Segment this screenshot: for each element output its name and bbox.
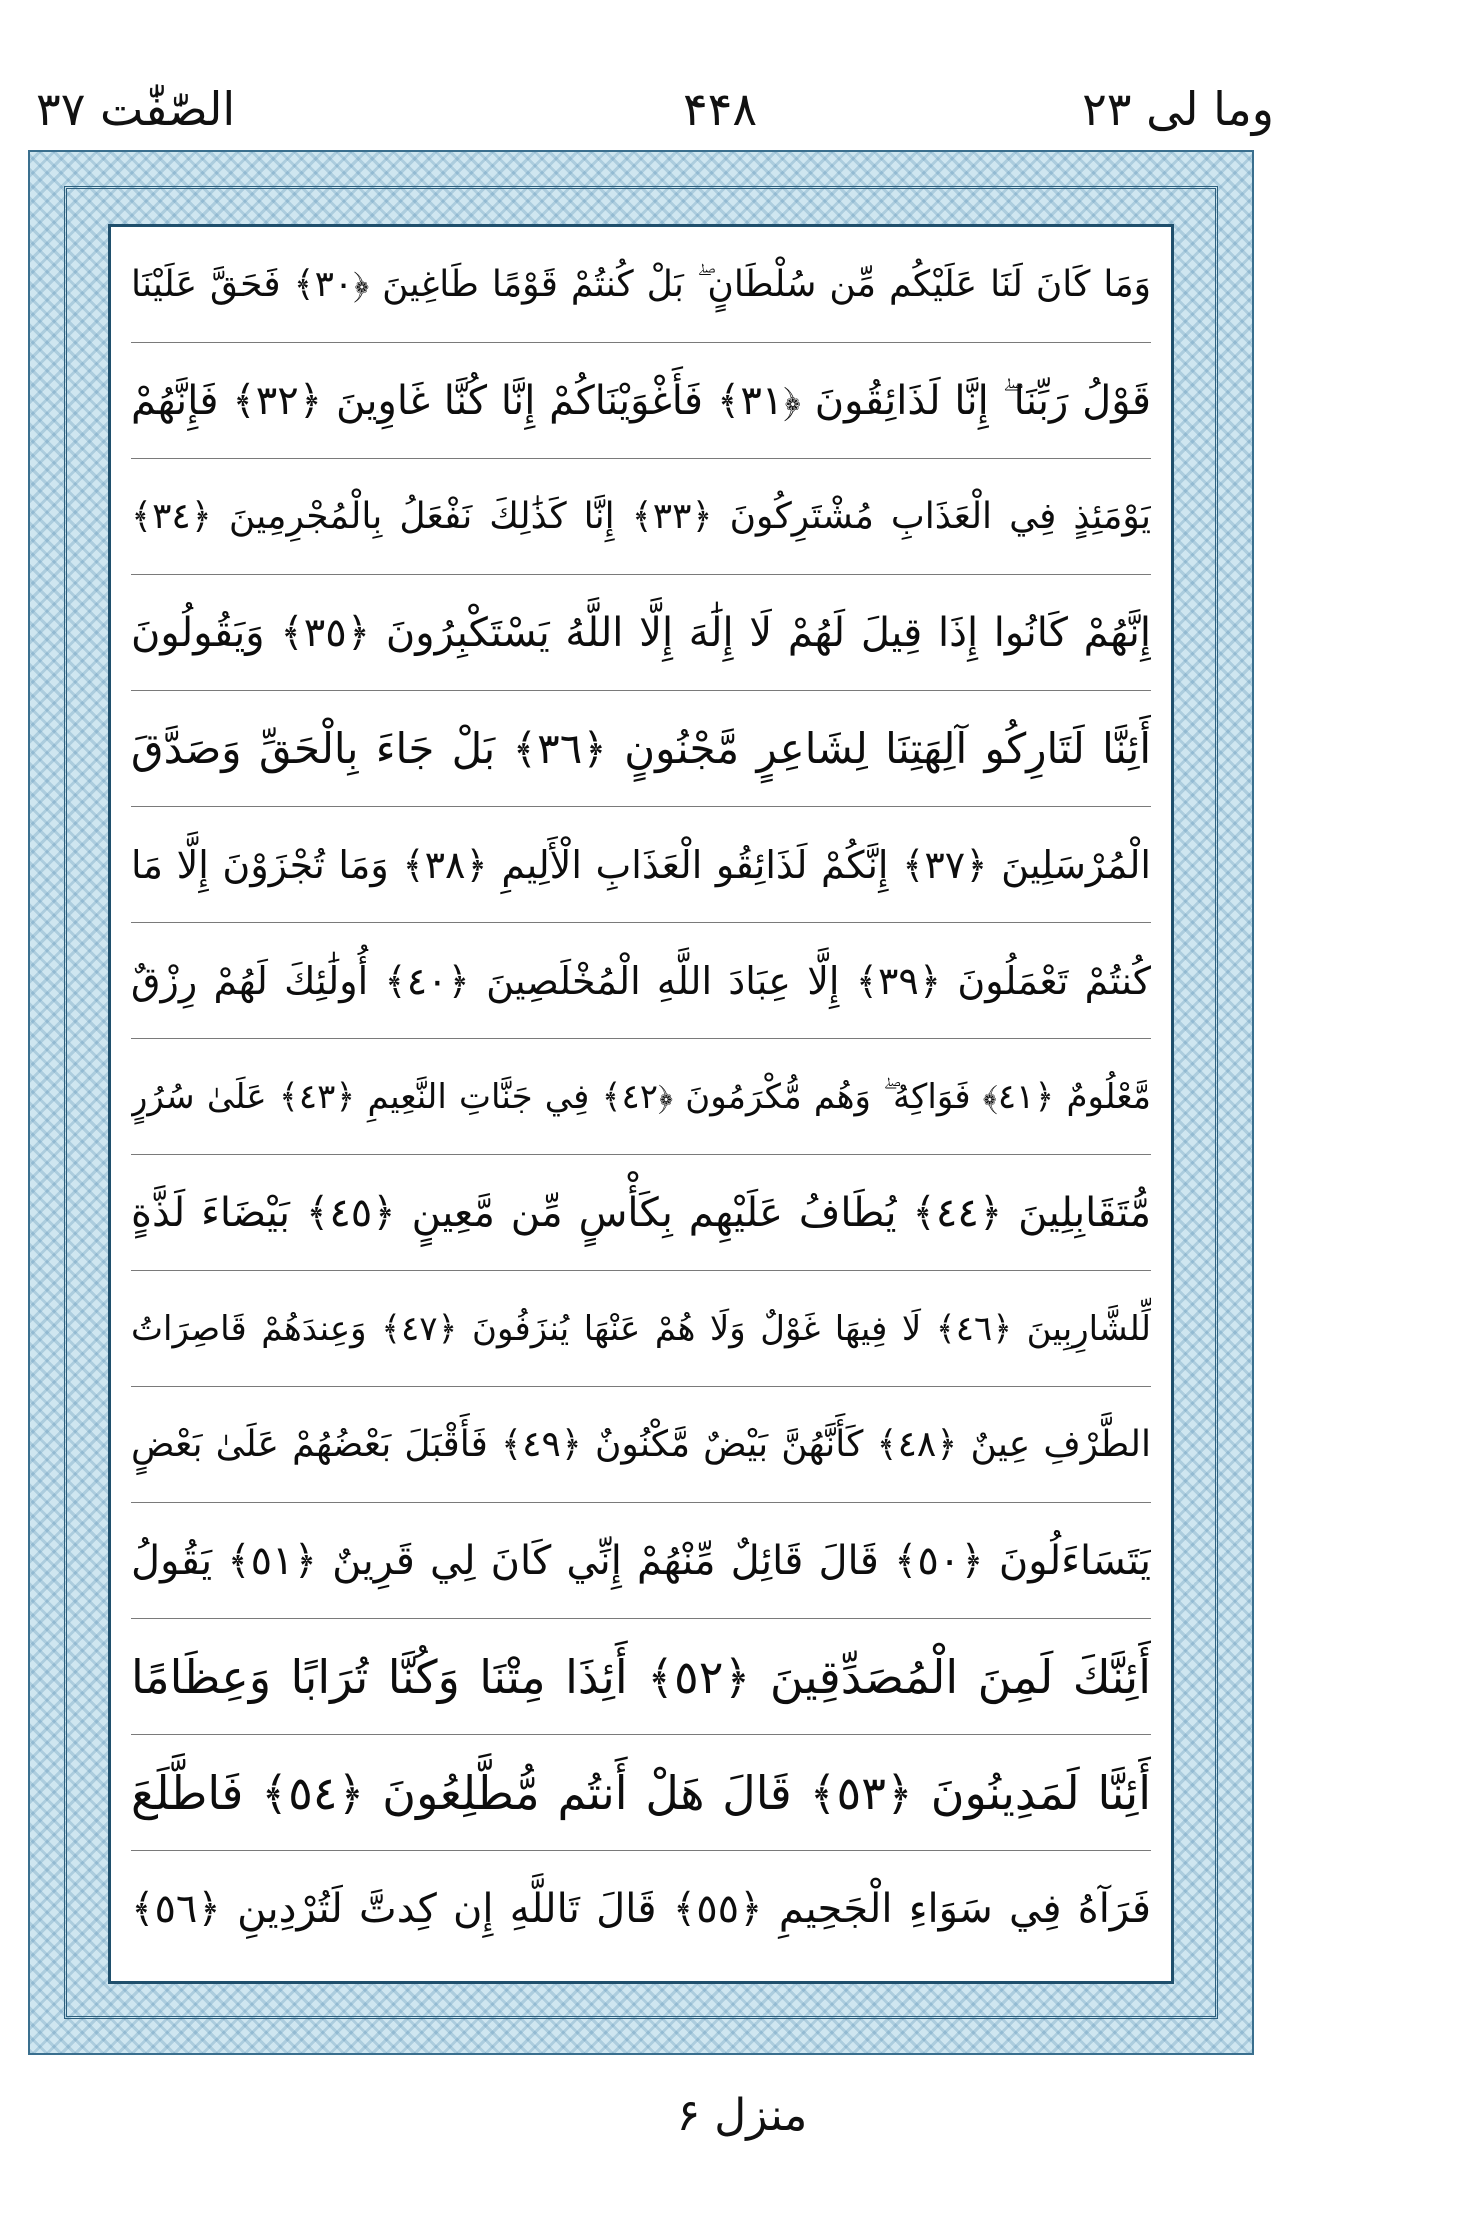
verse-line-14: أَئِنَّا لَمَدِينُونَ ﴿٥٣﴾ قَالَ هَلْ أَنتُم مُّطَّلِعُونَ ﴿٥٤﴾ فَاطَّلَعَ: [131, 1735, 1151, 1851]
verse-line-6: الْمُرْسَلِينَ ﴿٣٧﴾ إِنَّكُمْ لَذَائِقُو الْعَذَابِ الْأَلِيمِ ﴿٣٨﴾ وَمَا تُجْزَوْنَ إِلَّا مَا: [131, 807, 1151, 923]
verse-line-15: فَرَآهُ فِي سَوَاءِ الْجَحِيمِ ﴿٥٥﴾ قَالَ تَاللَّهِ إِن كِدتَّ لَتُرْدِينِ ﴿٥٦﴾: [131, 1886, 1151, 1932]
verse-line-4: إِنَّهُمْ كَانُوا إِذَا قِيلَ لَهُمْ لَا إِلَٰهَ إِلَّا اللَّهُ يَسْتَكْبِرُونَ ﴿٣٥﴾ وَيَقُولُونَ: [131, 575, 1151, 691]
verse-line-10: لِّلشَّارِبِينَ ﴿٤٦﴾ لَا فِيهَا غَوْلٌ وَلَا هُمْ عَنْهَا يُنزَفُونَ ﴿٤٧﴾ وَعِندَهُمْ قَاصِرَاتُ: [131, 1271, 1151, 1387]
verse-line-8: مَّعْلُومٌ ﴿٤١﴾ فَوَاكِهُ ۖ وَهُم مُّكْرَمُونَ ﴿٤٢﴾ فِي جَنَّاتِ النَّعِيمِ ﴿٤٣﴾ عَلَىٰ سُرُرٍ: [131, 1039, 1151, 1155]
verse-line-2: قَوْلُ رَبِّنَا ۖ إِنَّا لَذَائِقُونَ ﴿٣١﴾ فَأَغْوَيْنَاكُمْ إِنَّا كُنَّا غَاوِينَ ﴿٣٢﴾ فَإِنَّهُمْ: [131, 343, 1151, 459]
verse-line-9: مُّتَقَابِلِينَ ﴿٤٤﴾ يُطَافُ عَلَيْهِم بِكَأْسٍ مِّن مَّعِينٍ ﴿٤٥﴾ بَيْضَاءَ لَذَّةٍ: [131, 1155, 1151, 1271]
verse-line-3: يَوْمَئِذٍ فِي الْعَذَابِ مُشْتَرِكُونَ ﴿٣٣﴾ إِنَّا كَذَٰلِكَ نَفْعَلُ بِالْمُجْرِمِينَ ﴿٣٤﴾: [131, 459, 1151, 575]
verse-line-7: كُنتُمْ تَعْمَلُونَ ﴿٣٩﴾ إِلَّا عِبَادَ اللَّهِ الْمُخْلَصِينَ ﴿٤٠﴾ أُولَٰئِكَ لَهُمْ رِزْقٌ: [131, 923, 1151, 1039]
manzil-label: منزل ۶: [676, 2090, 808, 2141]
juz-name: وما لی ۲۳: [1082, 82, 1274, 136]
verse-line-5: أَئِنَّا لَتَارِكُو آلِهَتِنَا لِشَاعِرٍ مَّجْنُونٍ ﴿٣٦﴾ بَلْ جَاءَ بِالْحَقِّ وَصَدَّقَ: [131, 691, 1151, 807]
surah-name: الصّٰفّٰت ۳۷: [36, 82, 236, 136]
verse-line-13: أَئِنَّكَ لَمِنَ الْمُصَدِّقِينَ ﴿٥٢﴾ أَئِذَا مِتْنَا وَكُنَّا تُرَابًا وَعِظَامًا: [131, 1619, 1151, 1735]
verse-line-11: الطَّرْفِ عِينٌ ﴿٤٨﴾ كَأَنَّهُنَّ بَيْضٌ مَّكْنُونٌ ﴿٤٩﴾ فَأَقْبَلَ بَعْضُهُمْ عَلَىٰ بَعْضٍ: [131, 1387, 1151, 1503]
page-number: ۴۴۸: [682, 82, 758, 136]
decorative-frame: [28, 150, 1254, 2055]
text-panel: [108, 224, 1174, 1984]
verse-line-1: وَمَا كَانَ لَنَا عَلَيْكُم مِّن سُلْطَانٍ ۖ بَلْ كُنتُمْ قَوْمًا طَاغِينَ ﴿٣٠﴾ فَحَقَّ عَلَيْنَا: [131, 227, 1151, 343]
verse-line-12: يَتَسَاءَلُونَ ﴿٥٠﴾ قَالَ قَائِلٌ مِّنْهُمْ إِنِّي كَانَ لِي قَرِينٌ ﴿٥١﴾ يَقُولُ: [131, 1503, 1151, 1619]
